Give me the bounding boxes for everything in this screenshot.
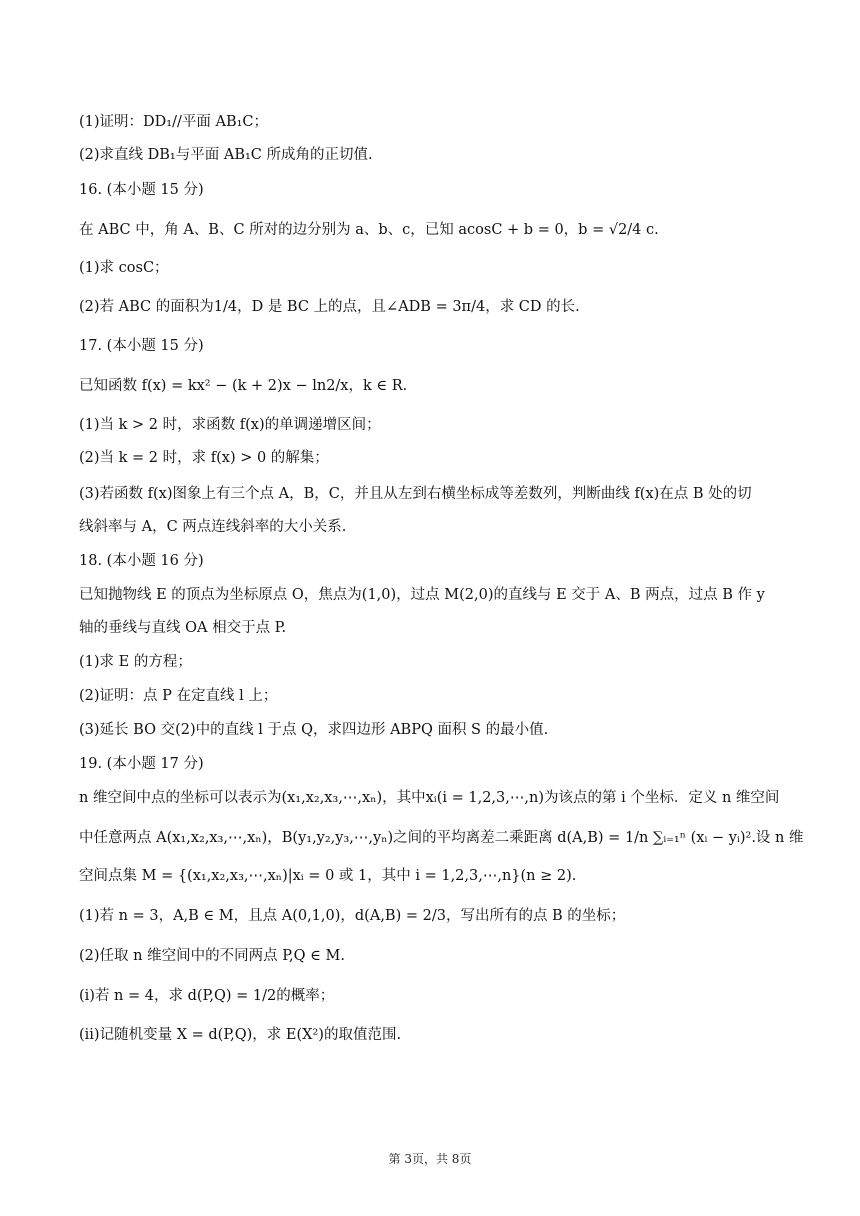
q17-stem: 已知函数 f(x) = kx² − (k + 2)x − ln2/x，k ∈ R.: [79, 378, 408, 394]
q18-stem: 已知抛物线 E 的顶点为坐标原点 O，焦点为(1,0)，过点 M(2,0)的直线与 E 交于 A、B 两点，过点 B 作 y: [79, 587, 765, 603]
q19-part1: (1)若 n = 3，A,B ∈ M，且点 A(0,1,0)，d(A,B) = 2/3，写出所有的点 B 的坐标；: [79, 908, 626, 924]
q19-heading: 19. (本小题 17 分): [79, 756, 204, 772]
q19-part2-i: (i)若 n = 4，求 d(P,Q) = 1/2的概率；: [79, 988, 335, 1004]
q18-part1: (1)求 E 的方程；: [79, 654, 192, 670]
q17-part2: (2)当 k = 2 时，求 f(x) > 0 的解集；: [79, 450, 329, 466]
q18-heading: 18. (本小题 16 分): [79, 553, 204, 569]
q18-part3: (3)延长 BO 交(2)中的直线 l 于点 Q，求四边形 ABPQ 面积 S 的最小值.: [79, 722, 549, 738]
q16-part1: (1)求 cosC；: [79, 260, 169, 276]
q18-stem-cont: 轴的垂线与直线 OA 相交于点 P.: [79, 620, 287, 636]
q17-heading: 17. (本小题 15 分): [79, 338, 204, 354]
page-footer: 第 3页，共 8页: [388, 1152, 472, 1166]
q17-part3: (3)若函数 f(x)图象上有三个点 A，B，C，并且从左到右横坐标成等差数列，判断曲线 f(x)在点 B 处的切: [79, 486, 752, 502]
q16-stem: 在 ABC 中，角 A、B、C 所对的边分别为 a、b、c，已知 acosC + b = 0，b = √2/4 c.: [79, 222, 659, 238]
q19-stem: n 维空间中点的坐标可以表示为(x₁,x₂,x₃,⋯,xₙ)，其中xᵢ(i = 1,2,3,⋯,n)为该点的第 i 个坐标．定义 n 维空间: [79, 790, 780, 806]
q16-part2: (2)若 ABC 的面积为1/4，D 是 BC 上的点，且∠ADB = 3π/4，求 CD 的长.: [79, 299, 580, 315]
q15-part2: (2)求直线 DB₁与平面 AB₁C 所成角的正切值.: [79, 147, 373, 163]
q17-part1: (1)当 k > 2 时，求函数 f(x)的单调递增区间；: [79, 417, 381, 433]
q19-stem-cont2: 空间点集 M = {(x₁,x₂,x₃,⋯,xₙ)|xᵢ = 0 或 1，其中 i = 1,2,3,⋯,n}(n ≥ 2).: [79, 868, 577, 884]
q17-part3-cont: 线斜率与 A，C 两点连线斜率的大小关系.: [79, 519, 347, 535]
q16-heading: 16. (本小题 15 分): [79, 182, 204, 198]
q19-part2-ii: (ii)记随机变量 X = d(P,Q)，求 E(X²)的取值范围.: [79, 1027, 402, 1043]
q19-part2: (2)任取 n 维空间中的不同两点 P,Q ∈ M.: [79, 948, 345, 964]
q19-stem-cont: 中任意两点 A(x₁,x₂,x₃,⋯,xₙ)，B(y₁,y₂,y₃,⋯,yₙ)之间的平均离差二乘距离 d(A,B) = 1/n ∑ᵢ₌₁ⁿ (xᵢ − yᵢ)².设 n 维: [79, 830, 804, 846]
q15-part1: (1)证明：DD₁//平面 AB₁C；: [79, 114, 269, 130]
q18-part2: (2)证明：点 P 在定直线 l 上；: [79, 688, 278, 704]
